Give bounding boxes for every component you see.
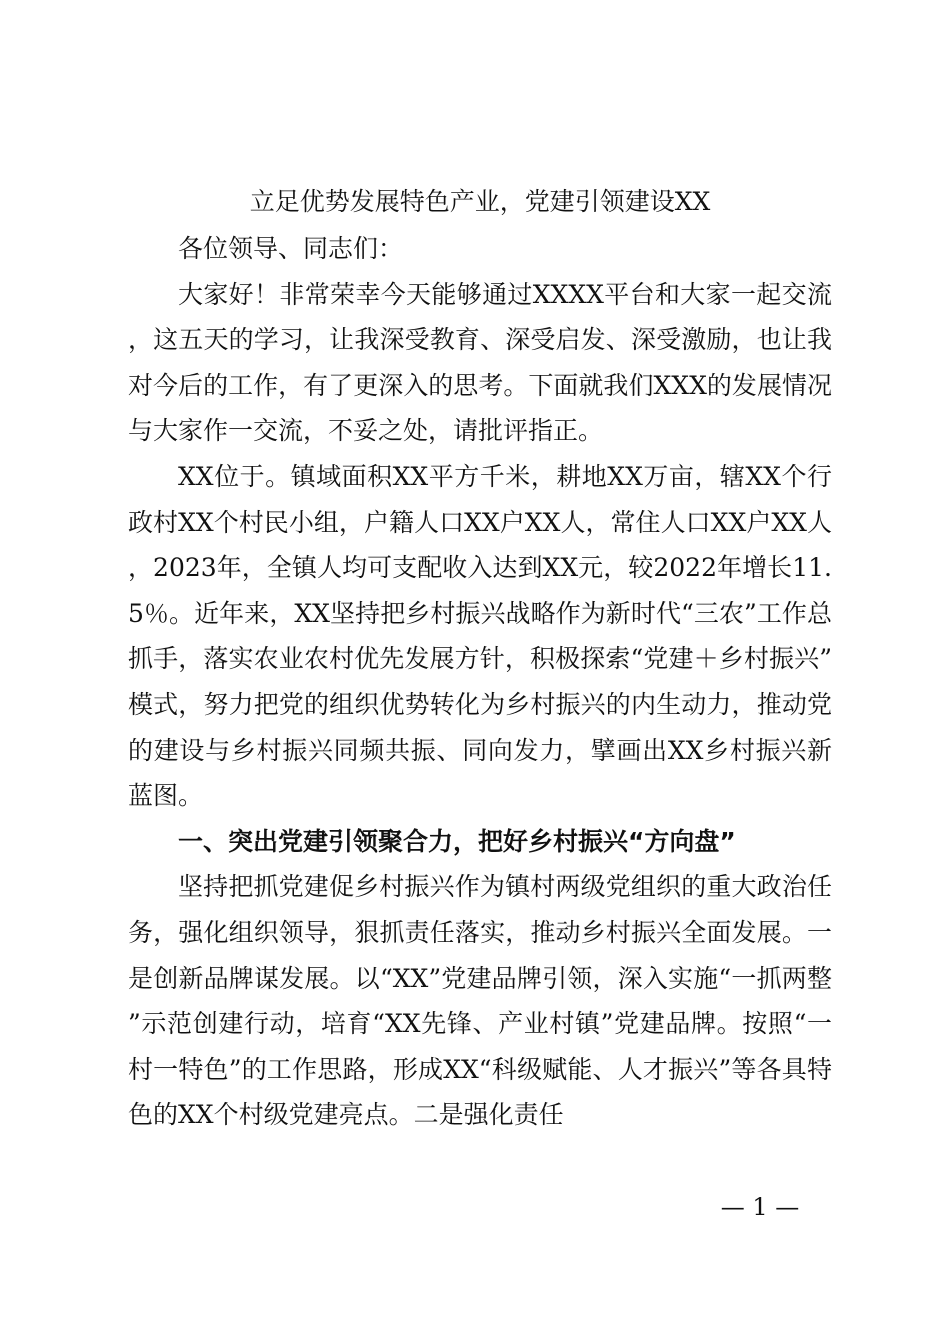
section-heading-1: 一、突出党建引领聚合力，把好乡村振兴“方向盘” [178, 826, 736, 856]
paragraph-party-building: 坚持把抓党建促乡村振兴作为镇村两级党组织的重大政治任务，强化组织领导，狠抓责任落实，推动乡村振兴全面发展。一是创新品牌谋发展。以“XX”党建品牌引领，深入实施“一抓两整”示范创建行动，培育“XX先锋、产业村镇”党建品牌。按照“一村一特色”的工作思路，形成XX“科级赋能、人才振兴”等各具特色的XX个村级党建亮点。二是强化责任 [128, 872, 832, 1130]
salutation: 各位领导、同志们： [178, 234, 404, 263]
page-number: — 1 — [720, 1193, 800, 1221]
document-title: 立足优势发展特色产业，党建引领建设XX [249, 187, 711, 216]
paragraph-greeting: 大家好！非常荣幸今天能够通过XXXX平台和大家一起交流，这五天的学习，让我深受教育、深受启发、深受激励，也让我对今后的工作，有了更深入的思考。下面就我们XXX的发展情况与大家作一交流，不妥之处，请批评指正。 [128, 279, 832, 446]
document-body [128, 226, 832, 1138]
paragraph-town-overview: XX位于。镇域面积XX平方千米，耕地XX万亩，辖XX个行政村XX个村民小组，户籍人口XX户XX人，常住人口XX户XX人，2023年，全镇人均可支配收入达到XX元，较2022年增长11.5％。近年来，XX坚持把乡村振兴战略作为新时代“三农”工作总抓手，落实农业农村优先发展方针，积极探索“党建＋乡村振兴”模式，努力把党的组织优势转化为乡村振兴的内生动力，推动党的建设与乡村振兴同频共振、同向发力，擘画出XX乡村振兴新蓝图。 [128, 461, 832, 811]
